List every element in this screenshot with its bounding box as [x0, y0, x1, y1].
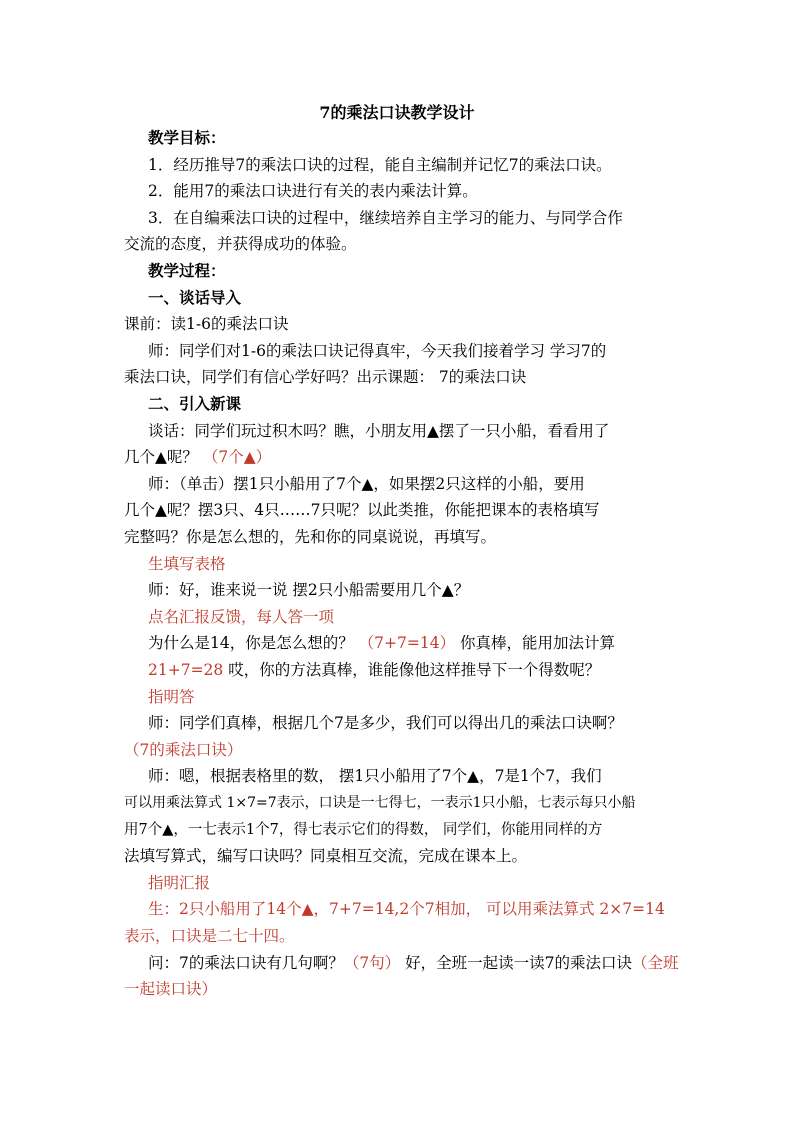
process-heading: 教学过程：: [148, 261, 226, 280]
answer-span: （7个: [202, 448, 244, 466]
teacher-note: 生填写表格: [148, 555, 226, 573]
paragraph-line: [148, 950, 684, 976]
paragraph-line: [124, 444, 684, 470]
paragraph-line: 师：好，谁来说一说 摆2只小船需要用几个▲？: [148, 581, 470, 599]
paragraph-line: 可以用乘法算式 1×7=7表示，口诀是一七得七，一表示1只小船，七表示每只小船: [124, 795, 636, 811]
teacher-note: 指明答: [148, 688, 195, 706]
section-heading: 二、引入新课: [148, 394, 242, 413]
goal-line: 3．在自编乘法口诀的过程中，继续培养自主学习的能力、与同学合作: [148, 209, 623, 227]
text-span: 你真棒，能用加法计算: [455, 634, 616, 652]
answer-span: ）: [255, 448, 272, 466]
section-heading: 一、谈话导入: [148, 288, 242, 307]
answer-line: （7的乘法口诀）: [124, 741, 243, 759]
goal-line: 1．经历推导7的乘法口诀的过程，能自主编制并记忆7的乘法口诀。: [148, 156, 612, 174]
paragraph-line: 师：（单击）摆1只小船用了7个▲，如果摆2只这样的小船，要用: [148, 475, 585, 493]
goals-heading: 教学目标：: [148, 128, 226, 147]
text-span: 问：7的乘法口诀有几句啊？: [148, 954, 344, 972]
paragraph-line: 师：同学们真棒，根据几个7是多少，我们可以得出几的乘法口诀啊？: [148, 714, 623, 732]
text-span: 哎，你的方法真棒，谁能像他这样推导下一个得数呢？: [223, 661, 601, 679]
goal-line: 2．能用7的乘法口诀进行有关的表内乘法计算。: [148, 182, 478, 200]
paragraph-line: 谈话：同学们玩过积木吗？瞧，小朋友用▲摆了一只小船，看看用了: [148, 422, 610, 440]
text-span: 几个▲呢？: [124, 448, 203, 466]
text-span: 为什么是14，你是怎么想的？: [148, 634, 359, 652]
answer-span: （7句）: [343, 954, 401, 972]
teacher-note: 指明汇报: [148, 874, 211, 892]
paragraph-line: [148, 657, 684, 683]
paragraph-line: 几个▲呢？摆3只、4只……7只呢？以此类推，你能把课本的表格填写: [124, 501, 600, 519]
answer-line: 表示，口诀是二七十四。: [124, 927, 295, 945]
answer-span: 21+7=28: [148, 661, 224, 679]
paragraph-line: [148, 630, 684, 656]
paragraph-line: 师：同学们对1-6的乘法口诀记得真牢，今天我们接着学习 学习7的: [148, 342, 607, 360]
answer-line: 生：2只小船用了14个▲，7+7=14,2个7相加， 可以用乘法算式 2×7=14: [148, 900, 665, 918]
paragraph-line: 师：嗯，根据表格里的数， 摆1只小船用了7个▲，7是1个7，我们: [148, 767, 602, 785]
answer-span: （7+7=14）: [358, 634, 456, 652]
paragraph-line: 用7个▲，一七表示1个7，得七表示它们的得数， 同学们，你能用同样的方: [124, 822, 603, 838]
answer-span: （全班: [632, 954, 679, 972]
goal-line: 交流的态度，并获得成功的体验。: [124, 235, 357, 253]
triangle-icon: ▲: [243, 448, 256, 466]
text-span: 好，全班一起读一读7的乘法口诀: [400, 954, 633, 972]
paragraph-line: 法填写算式，编写口诀吗？同桌相互交流，完成在课本上。: [124, 847, 528, 865]
teacher-note: 点名汇报反馈，每人答一项: [148, 608, 335, 626]
paragraph-line: 课前：读1-6的乘法口诀: [124, 315, 289, 333]
document-title: 7的乘法口诀教学设计: [319, 103, 475, 122]
paragraph-line: 完整吗？你是怎么想的，先和你的同桌说说，再填写。: [124, 528, 497, 546]
paragraph-line: 乘法口诀，同学们有信心学好吗？出示课题： 7的乘法口诀: [124, 368, 527, 386]
answer-line: 一起读口诀）: [124, 980, 218, 998]
